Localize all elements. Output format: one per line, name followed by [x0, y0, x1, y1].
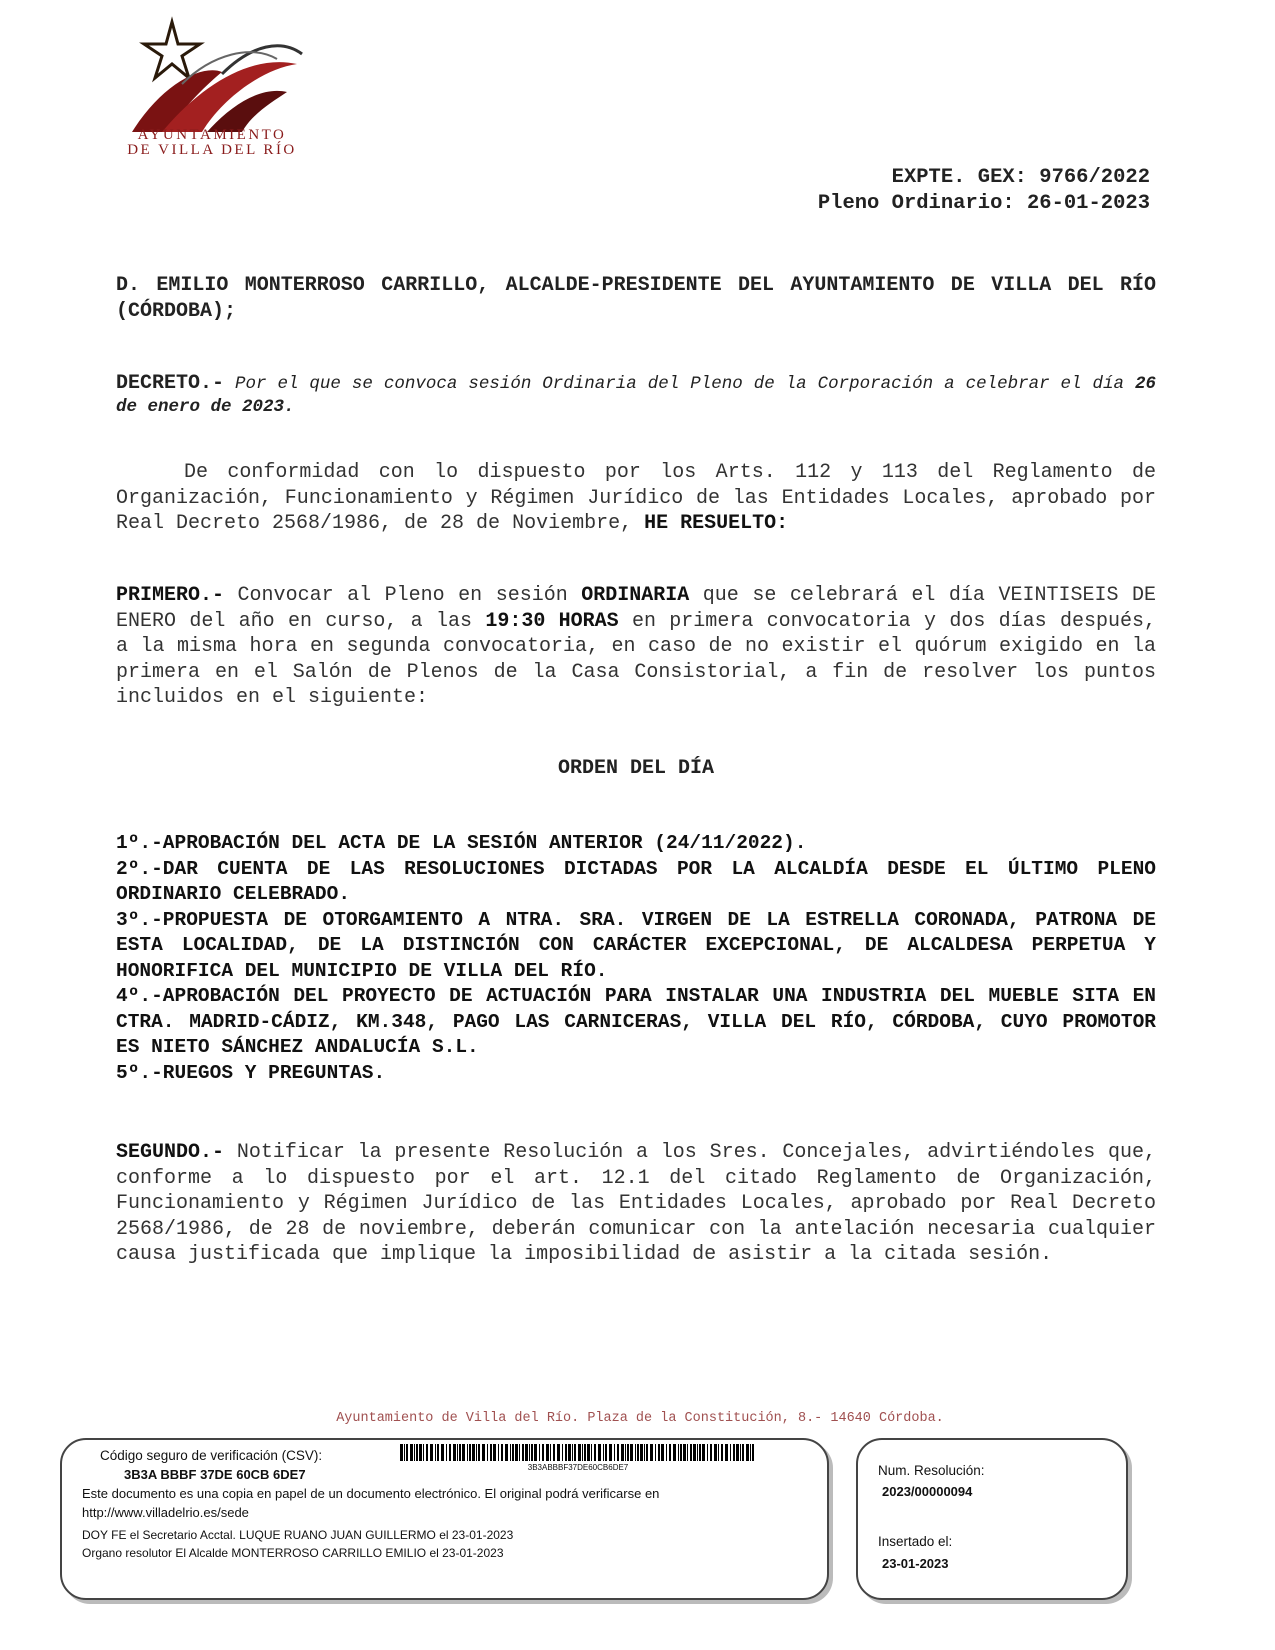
expediente-number: EXPTE. GEX: 9766/2022 — [891, 166, 1150, 189]
orden-item-3: 3º.-PROPUESTA DE OTORGAMIENTO A NTRA. SRA. VIRGEN DE LA ESTRELLA CORONADA, PATRONA DE ESTA LOCALIDAD, DE LA DISTINCIÓN CON CARÁCTER EXCEPCIONAL, DE ALCALDESA PERPETUA Y HONORIFICA DEL MUNICIPIO DE VILLA DEL RÍO. — [116, 908, 1156, 982]
pleno-date: Pleno Ordinario: 26-01-2023 — [817, 192, 1150, 215]
intro-paragraph — [116, 460, 1156, 537]
logo-text-line2: DE VILLA DEL RÍO — [127, 142, 297, 158]
ayuntamiento-logo — [112, 14, 312, 164]
orden-del-dia-title: ORDEN DEL DÍA — [557, 757, 715, 780]
organo-resolutor-line: Organo resolutor El Alcalde MONTERROSO CARRILLO EMILIO el 23-01-2023 — [82, 1546, 504, 1560]
orden-item-4: 4º.-APROBACIÓN DEL PROYECTO DE ACTUACIÓN PARA INSTALAR UNA INDUSTRIA DEL MUEBLE SITA EN CTRA. MADRID-CÁDIZ, KM.348, PAGO LAS CARNICERAS, VILLA DEL RÍO, CÓRDOBA, CUYO PROMOTOR ES NIETO SÁNCHEZ ANDALUCÍA S.L. — [116, 985, 1156, 1058]
num-resolucion-label: Num. Resolución: — [878, 1463, 985, 1478]
insertado-value: 23-01-2023 — [882, 1556, 949, 1571]
decreto-text: Por el que se convoca sesión Ordinaria del Pleno de la Corporación a celebrar el día — [224, 374, 1135, 394]
insertado-label: Insertado el: — [878, 1534, 953, 1549]
csv-value: 3B3A BBBF 37DE 60CB 6DE7 — [124, 1467, 306, 1482]
decreto-paragraph — [116, 372, 1156, 419]
segundo-paragraph — [116, 1140, 1156, 1268]
primero-label: PRIMERO.- — [116, 584, 225, 607]
csv-label: Código seguro de verificación (CSV): — [100, 1448, 323, 1463]
copy-note-line1: Este documento es una copia en papel de un documento electrónico. El original podrá verificarse en — [82, 1486, 660, 1501]
mayor-heading: D. EMILIO MONTERROSO CARRILLO, ALCALDE-PRESIDENTE DEL AYUNTAMIENTO DE VILLA DEL RÍO (CÓRDOBA); — [116, 274, 1156, 323]
decreto-label: DECRETO.- — [116, 372, 225, 395]
primero-paragraph — [116, 583, 1156, 711]
document-reference — [700, 165, 1150, 217]
logo-text-line1: AYUNTAMIENTO — [137, 127, 287, 143]
verification-url[interactable]: http://www.villadelrio.es/sede — [82, 1505, 249, 1520]
footer-address: Ayuntamiento de Villa del Río. Plaza de la Constitución, 8.- 14640 Córdoba. — [336, 1411, 944, 1426]
primero-ordinaria: ORDINARIA — [581, 584, 690, 607]
num-resolucion-value: 2023/00000094 — [882, 1484, 973, 1499]
primero-hora: 19:30 HORAS — [485, 609, 619, 633]
orden-item-1: 1º.-APROBACIÓN DEL ACTA DE LA SESIÓN ANTERIOR (24/11/2022). — [116, 832, 807, 854]
resolution-box — [856, 1438, 1128, 1600]
doy-fe-line: DOY FE el Secretario Acctal. LUQUE RUANO JUAN GUILLERMO el 23-01-2023 — [82, 1528, 514, 1542]
segundo-text: Notificar la presente Resolución a los Sres. Concejales, advirtiéndoles que, conforme a lo dispuesto por el art. 12.1 del citado Reglamento de Organización, Funcionamiento y Régimen Jurídico de las Entidades Locales, aprobado por Real Decreto 2568/1986, de 28 de noviembre, deberán comunicar con la antelación necesaria cualquier causa justificada que implique la imposibilidad de asistir a la citada sesión. — [116, 1141, 1156, 1266]
orden-item-2: 2º.-DAR CUENTA DE LAS RESOLUCIONES DICTADAS POR LA ALCALDÍA DESDE EL ÚLTIMO PLENO ORDINARIO CELEBRADO. — [116, 857, 1156, 905]
primero-text-1: Convocar al Pleno en sesión — [224, 584, 582, 607]
barcode-text: 3B3ABBBF37DE60CB6DE7 — [527, 1463, 629, 1472]
intro-text: De conformidad con lo dispuesto por los Arts. 112 y 113 del Reglamento de Organización, Funcionamiento y Régimen Jurídico de las Entidades Locales, aprobado por Real Decreto 2568/1986, de 28 de Noviembre, — [116, 461, 1156, 535]
logo-emblem-icon — [112, 14, 312, 139]
orden-del-dia-list — [116, 831, 1156, 1086]
decreto-date: 26 de enero de 2023. — [116, 374, 1156, 417]
primero-text-3: en primera convocatoria y dos días después, a la misma hora en segunda convocatoria, en caso de no existir el quórum exigido en la primera en el Salón de Plenos de la Casa Consistorial, a fin de resolver los puntos incluidos en el siguiente: — [116, 609, 1156, 709]
primero-text-2: que se celebrará el día VEINTISEIS DE ENERO del año en curso, a las — [116, 584, 1156, 633]
verification-box — [60, 1438, 829, 1600]
segundo-label: SEGUNDO.- — [116, 1141, 225, 1164]
barcode-icon — [400, 1444, 756, 1461]
orden-item-5: 5º.-RUEGOS Y PREGUNTAS. — [116, 1061, 386, 1084]
he-resuelto: HE RESUELTO: — [644, 512, 789, 535]
